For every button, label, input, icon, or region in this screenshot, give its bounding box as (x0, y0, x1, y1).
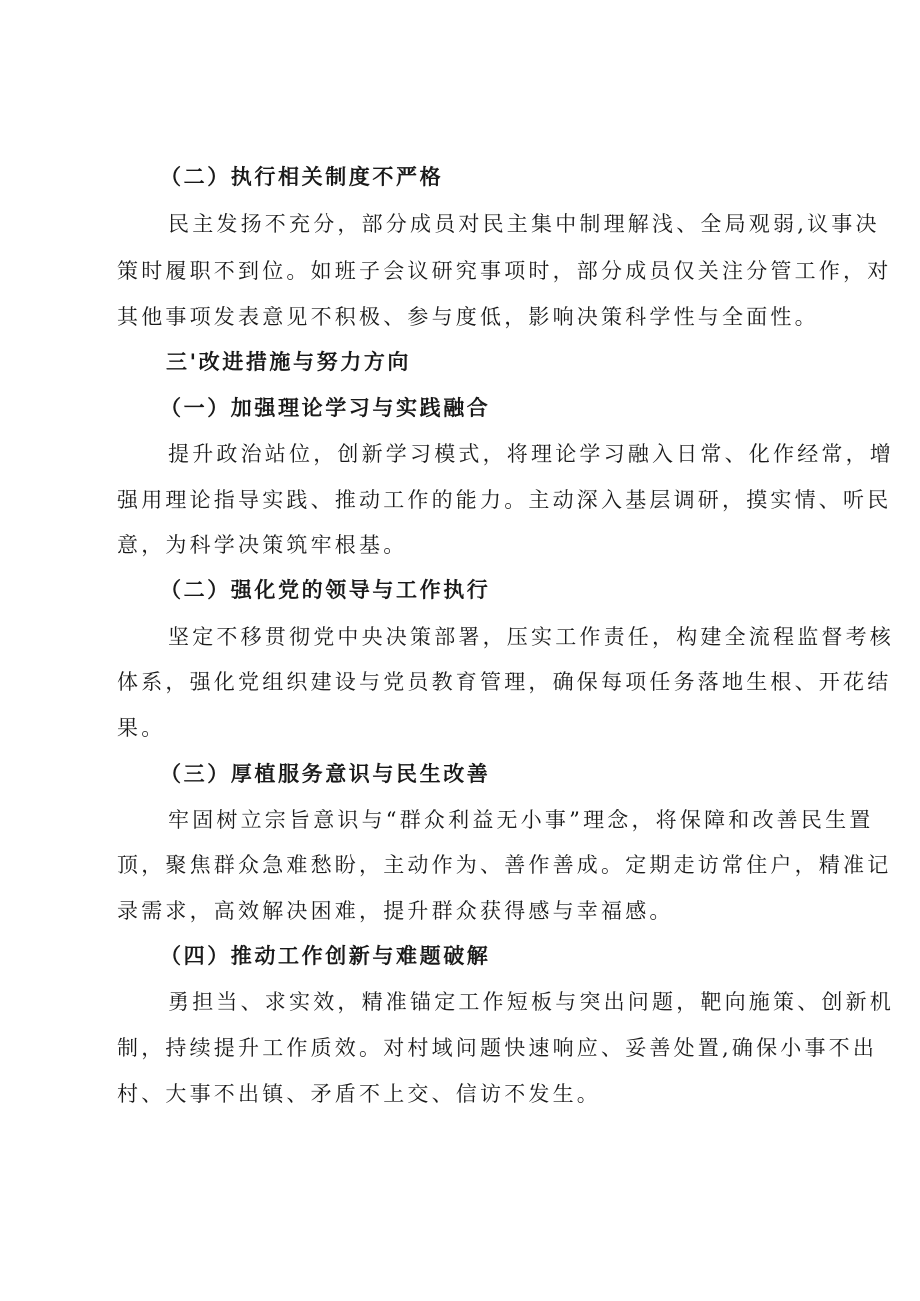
paragraph-line: 村、大事不出镇、矛盾不上交、信访不发生。 (117, 1082, 601, 1106)
subsection-heading: （二）执行相关制度不严格 (160, 165, 444, 189)
subsection-heading: （四）推动工作创新与难题破解 (160, 944, 491, 968)
paragraph-line: 勇担当、求实效，精准锚定工作短板与突出问题，靶向施策、创新机 (168, 990, 894, 1014)
paragraph-line: 体系，强化党组织建设与党员教育管理，确保每项任务落地生根、开花结 (117, 670, 892, 694)
subsection-heading: （二）强化党的领导与工作执行 (160, 578, 491, 602)
subsection-heading: （一）加强理论学习与实践融合 (160, 396, 491, 420)
paragraph-line: 强用理论指导实践、推动工作的能力。主动深入基层调研，摸实情、听民 (117, 488, 892, 512)
paragraph-line: 意，为科学决策筑牢根基。 (117, 533, 408, 557)
paragraph-line: 坚定不移贯彻党中央决策部署，压实工作责任，构建全流程监督考核 (168, 625, 894, 649)
paragraph-line: 牢固树立宗旨意识与“群众利益无小事”理念，将保障和改善民生置 (168, 808, 874, 832)
paragraph-line: 录需求，高效解决困难，提升群众获得感与幸福感。 (117, 899, 674, 923)
subsection-heading: （三）厚植服务意识与民生改善 (160, 762, 491, 786)
paragraph-line: 果。 (117, 716, 166, 740)
paragraph-line: 提升政治站位，创新学习模式，将理论学习融入日常、化作经常，增 (168, 442, 894, 466)
section-heading: 三'改进措施与努力方向 (166, 350, 412, 374)
paragraph-line: 策时履职不到位。如班子会议研究事项时，部分成员仅关注分管工作，对 (117, 259, 892, 283)
paragraph-line: 其他事项发表意见不积极、参与度低，影响决策科学性与全面性。 (117, 305, 819, 329)
paragraph-line: 民主发扬不充分，部分成员对民主集中制理解浅、全局观弱,议事决 (168, 212, 880, 236)
paragraph-line: 制，持续提升工作质效。对村域问题快速响应、妥善处置,确保小事不出 (117, 1036, 878, 1060)
paragraph-line: 顶，聚焦群众急难愁盼，主动作为、善作善成。定期走访常住户，精准记 (117, 853, 892, 877)
